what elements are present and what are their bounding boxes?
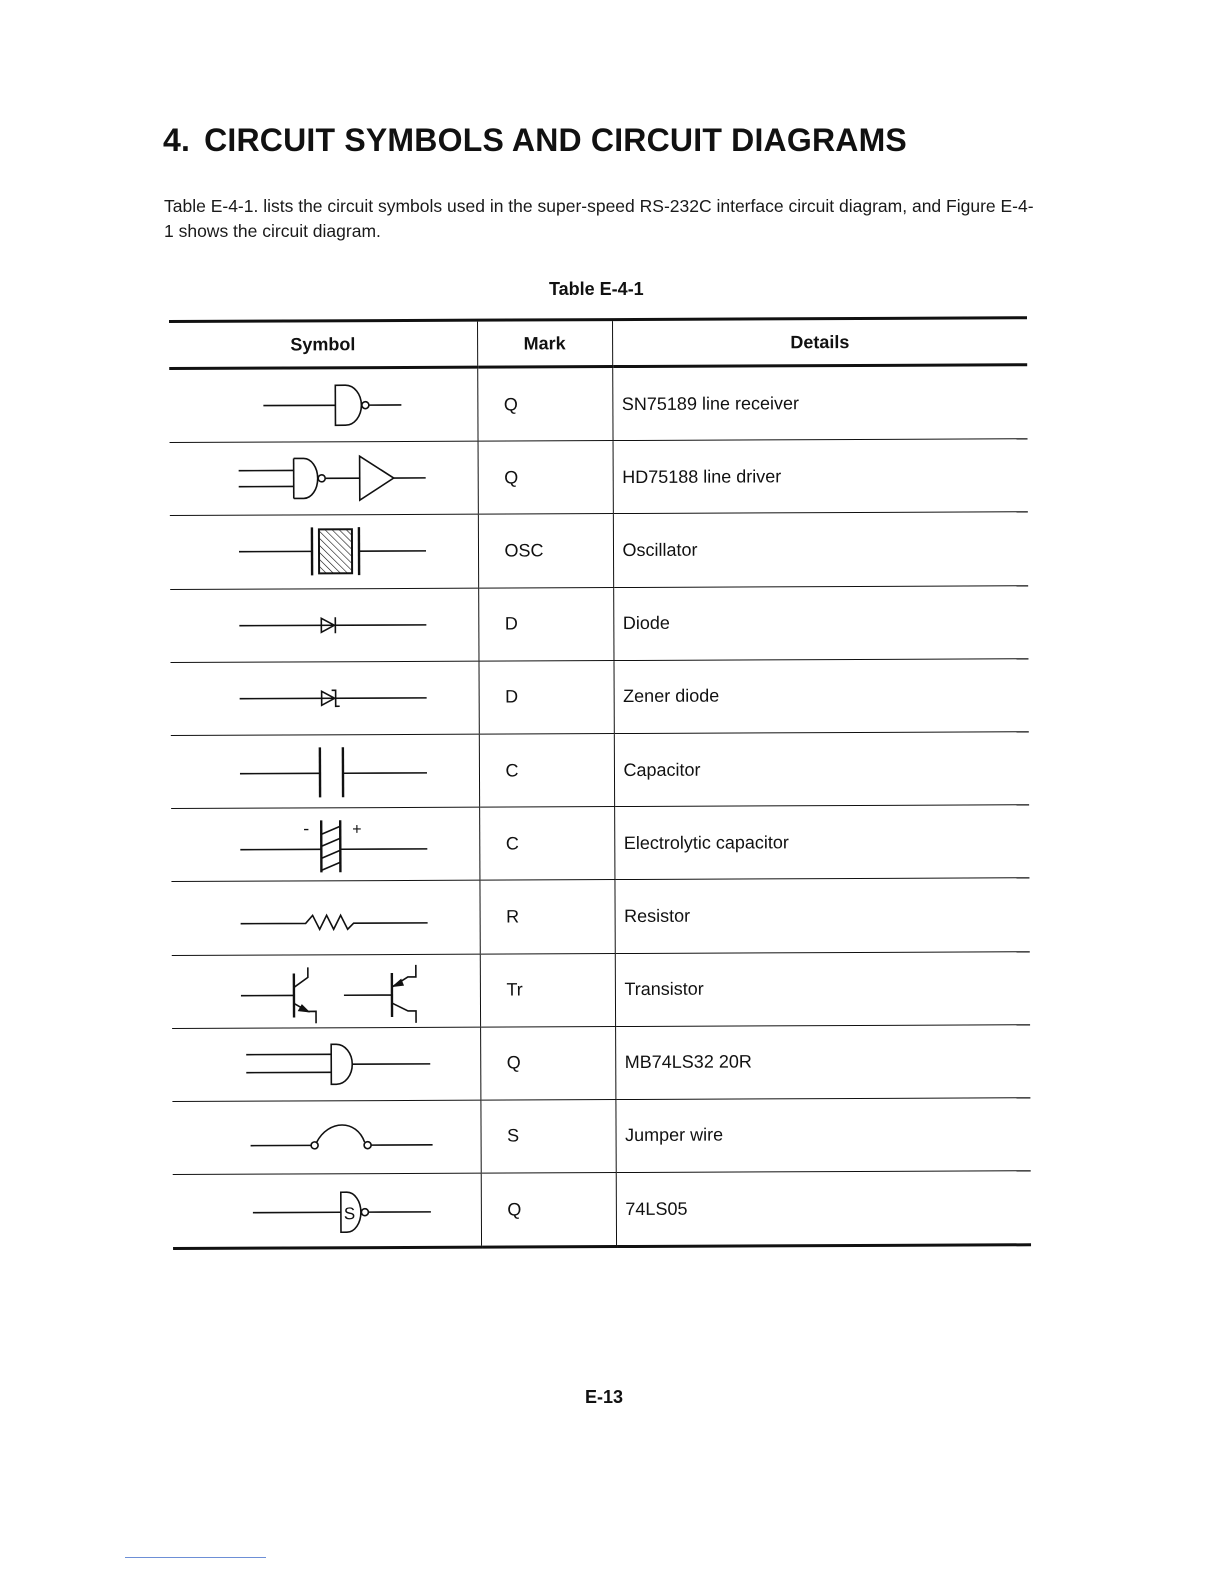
details-cell: Jumper wire [615,1098,1030,1173]
schmitt-label: S [343,1204,356,1224]
table-row [171,732,1029,809]
details-cell: SN75189 line receiver [612,365,1027,441]
details-cell: HD75188 line driver [613,439,1028,514]
symbol-cell [172,1027,480,1102]
line-driver-icon [193,446,453,511]
symbol-cell [173,1173,481,1249]
mark-cell: D [478,660,613,734]
jumper-wire-icon [196,1105,456,1170]
circuit-symbols-table [169,316,1031,1250]
symbol-cell [170,515,478,590]
transistor-icon [196,958,456,1023]
symbol-cell [172,954,480,1029]
table-row [172,951,1030,1028]
line-receiver-icon [193,373,453,438]
schmitt-inverter-icon [196,1178,456,1243]
symbol-cell [171,880,479,955]
details-cell: Resistor [614,878,1029,953]
table-row [170,439,1028,516]
scan-edge-line [125,1557,266,1558]
details-cell: Zener diode [613,659,1028,734]
and-gate-icon [196,1032,456,1097]
table-row [170,512,1028,589]
resistor-icon [195,885,455,950]
symbol-cell [171,734,479,809]
header-details: Details [612,318,1027,367]
details-cell: 74LS05 [616,1171,1031,1247]
mark-cell: Q [478,441,613,515]
header-symbol: Symbol [169,320,477,368]
mark-cell: Q [480,1026,615,1100]
section-number: 4. [163,122,191,158]
intro-paragraph: Table E-4-1. lists the circuit symbols used in the super-speed RS-232C interface circuit diagram, and Figure E-4-1 shows the circuit diagram. [164,196,1034,241]
oscillator-icon [194,519,454,584]
mark-cell: S [480,1099,615,1173]
details-cell: Diode [613,585,1028,660]
diode-icon [194,592,454,657]
zener-diode-icon [194,666,454,731]
mark-cell: OSC [478,514,613,588]
symbol-cell [169,367,477,443]
electrolytic-capacitor-icon [195,812,455,877]
section-title: CIRCUIT SYMBOLS AND CIRCUIT DIAGRAMS [204,122,907,158]
symbol-cell [170,441,478,516]
header-mark: Mark [477,320,612,368]
symbol-cell [170,661,478,736]
capacitor-icon [195,739,455,804]
page-number: E-13 [585,1387,624,1407]
details-cell: MB74LS32 20R [615,1024,1030,1099]
table-header-row [169,318,1027,369]
mark-cell: C [479,734,614,808]
mark-cell: D [478,587,613,661]
details-cell: Oscillator [613,512,1028,587]
mark-cell: Q [481,1173,616,1248]
section-heading [163,122,907,159]
table-row [173,1171,1031,1249]
symbol-cell [170,588,478,663]
table-row [170,659,1028,736]
mark-cell: C [479,807,614,881]
table-row [171,878,1029,955]
polarity-minus: - [302,818,310,839]
table-row [172,1024,1030,1101]
table-row [172,1098,1030,1175]
symbol-cell [171,807,479,882]
table-row [170,585,1028,662]
mark-cell: Tr [480,953,615,1027]
polarity-plus: + [351,821,362,839]
table-row [169,365,1027,443]
mark-cell: Q [477,367,612,442]
details-cell: Electrolytic capacitor [614,805,1029,880]
mark-cell: R [479,880,614,954]
table-caption: Table E-4-1 [549,279,644,299]
symbol-cell [172,1100,480,1175]
details-cell: Transistor [615,951,1030,1026]
details-cell: Capacitor [614,732,1029,807]
table-row [171,805,1029,882]
